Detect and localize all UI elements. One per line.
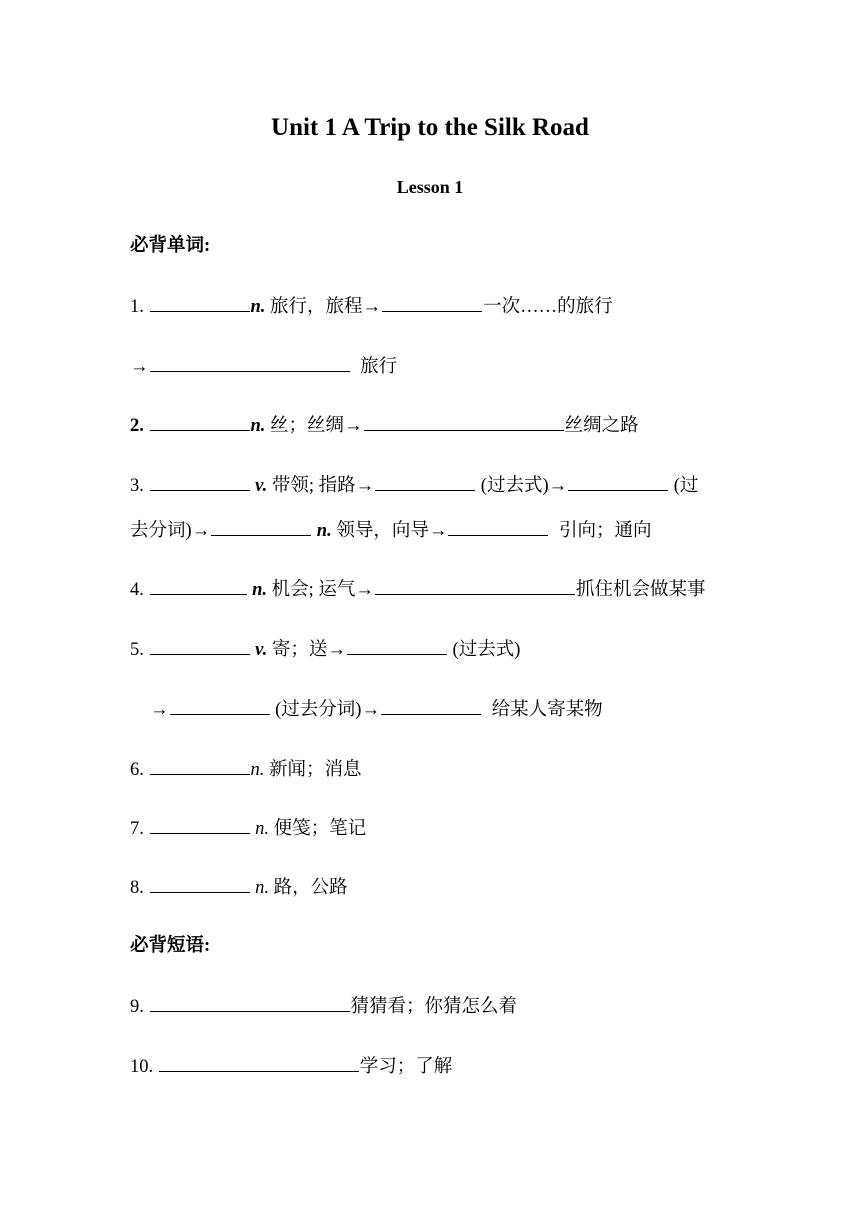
part-of-speech: n. xyxy=(250,760,265,780)
item-meaning: 新闻；消息 xyxy=(269,760,362,780)
item-meaning: 寄；送→ xyxy=(271,640,346,660)
answer-blank[interactable] xyxy=(211,517,311,536)
item-4 xyxy=(130,576,820,602)
item-number: 8. xyxy=(130,878,144,898)
item-1 xyxy=(130,293,820,319)
part-of-speech: n. xyxy=(250,297,266,317)
item-meaning: 猜猜看；你猜怎么着 xyxy=(350,997,518,1017)
answer-blank[interactable] xyxy=(381,696,481,715)
answer-blank[interactable] xyxy=(347,636,447,655)
answer-blank[interactable] xyxy=(448,517,548,536)
answer-blank[interactable] xyxy=(150,576,247,595)
item-number: 5. xyxy=(130,640,144,660)
answer-blank[interactable] xyxy=(159,1053,359,1072)
arrow: → xyxy=(150,700,169,720)
item-number: 3. xyxy=(130,476,144,496)
phrases-heading: 必背短语: xyxy=(130,936,211,956)
item-meaning: 旅行 xyxy=(360,357,398,377)
item-meaning-mid: (过去式)→ xyxy=(480,476,568,496)
answer-blank[interactable] xyxy=(150,412,250,431)
item-7 xyxy=(130,815,820,841)
item-number: 7. xyxy=(130,819,144,839)
part-of-speech: n. xyxy=(316,521,332,541)
answer-blank[interactable] xyxy=(150,756,250,775)
answer-blank[interactable] xyxy=(150,472,250,491)
answer-blank[interactable] xyxy=(150,993,350,1012)
item-8 xyxy=(130,874,820,900)
item-6 xyxy=(130,756,820,782)
item-meaning: 丝；丝绸→ xyxy=(270,416,363,436)
item-meaning-after: 引向；通向 xyxy=(558,521,652,541)
item-meaning-start: 去分词)→ xyxy=(130,521,211,541)
item-meaning: 路，公路 xyxy=(273,878,348,898)
item-meaning: 学习；了解 xyxy=(359,1057,453,1077)
item-number: 2. xyxy=(130,416,144,436)
item-3 xyxy=(130,472,820,498)
part-of-speech: n. xyxy=(252,580,268,600)
page-title: Unit 1 A Trip to the Silk Road xyxy=(271,114,589,141)
item-10 xyxy=(130,1053,820,1079)
item-meaning: 带领; 指路→ xyxy=(271,476,375,496)
item-1-continued xyxy=(130,353,820,379)
arrow: → xyxy=(130,357,149,377)
answer-blank[interactable] xyxy=(375,472,475,491)
answer-blank[interactable] xyxy=(568,472,668,491)
answer-blank[interactable] xyxy=(150,293,250,312)
item-number: 6. xyxy=(130,760,144,780)
item-number: 4. xyxy=(130,580,144,600)
item-meaning-after: (过去式) xyxy=(452,640,521,660)
item-3-continued xyxy=(130,517,820,543)
item-meaning: 旅行，旅程→ xyxy=(270,297,382,317)
item-meaning: 便笺；笔记 xyxy=(273,819,367,839)
item-meaning-after: 抓住机会做某事 xyxy=(575,580,706,600)
answer-blank[interactable] xyxy=(150,874,250,893)
words-heading: 必背单词: xyxy=(130,236,211,256)
answer-blank[interactable] xyxy=(170,696,270,715)
answer-blank[interactable] xyxy=(364,412,564,431)
item-meaning-after: 丝绸之路 xyxy=(564,416,639,436)
item-5-continued xyxy=(150,696,820,722)
item-number: 1. xyxy=(130,297,144,317)
part-of-speech: n. xyxy=(255,878,269,898)
lesson-subtitle: Lesson 1 xyxy=(396,177,464,197)
item-meaning-after: 一次……的旅行 xyxy=(483,297,613,317)
item-5 xyxy=(130,636,820,662)
item-meaning-after: 给某人寄某物 xyxy=(491,700,603,720)
answer-blank[interactable] xyxy=(150,353,350,372)
part-of-speech: n. xyxy=(250,416,266,436)
item-meaning-mid: (过去分词)→ xyxy=(275,700,380,720)
answer-blank[interactable] xyxy=(382,293,482,312)
item-meaning: 领导，向导→ xyxy=(336,521,448,541)
item-number: 10. xyxy=(130,1057,154,1077)
item-meaning: 机会; 运气→ xyxy=(271,580,374,600)
answer-blank[interactable] xyxy=(150,815,250,834)
answer-blank[interactable] xyxy=(375,576,575,595)
item-number: 9. xyxy=(130,997,144,1017)
part-of-speech: n. xyxy=(255,819,269,839)
answer-blank[interactable] xyxy=(150,636,250,655)
part-of-speech: v. xyxy=(255,476,268,496)
item-9 xyxy=(130,993,820,1019)
item-2 xyxy=(130,412,820,438)
item-meaning-mid: (过 xyxy=(673,476,699,496)
part-of-speech: v. xyxy=(255,640,268,660)
